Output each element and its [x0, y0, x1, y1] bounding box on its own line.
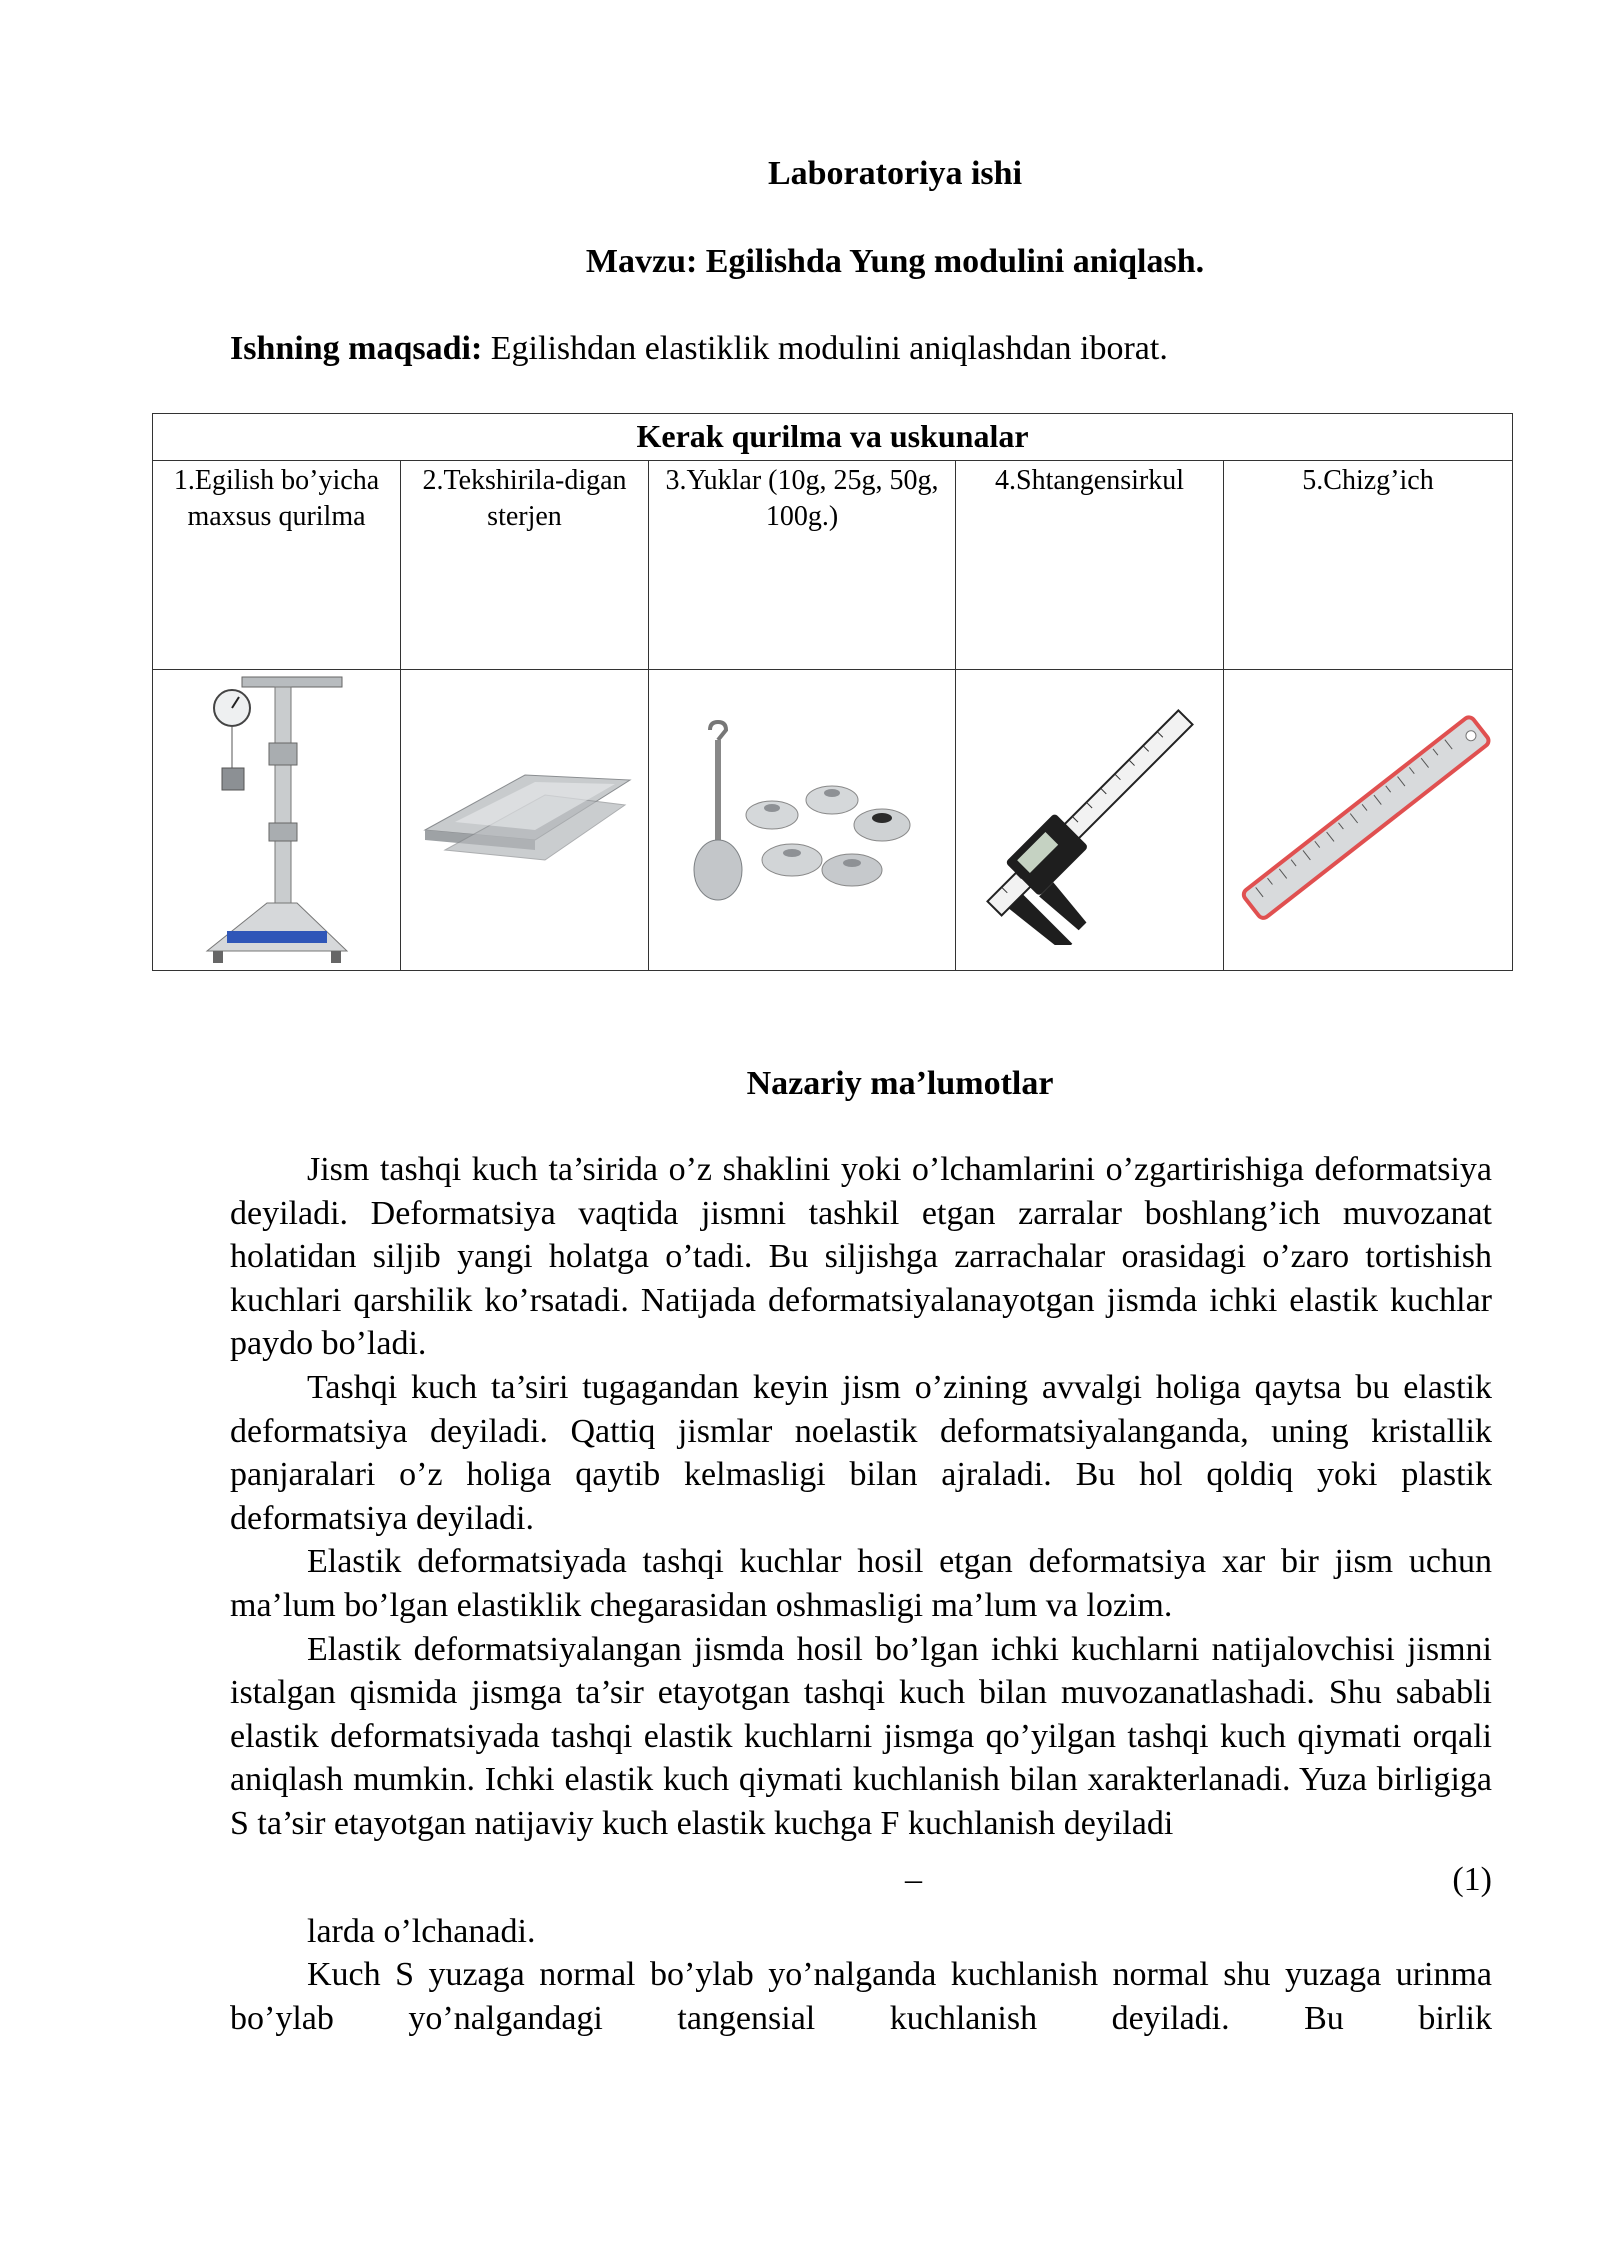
theory-paragraph-2: Tashqi kuch ta’siri tugagandan keyin jism o’zining avvalgi holiga qaytsa bu elastik deformatsiya deyiladi. Qattiq jismlar noelastik deformatsiyalanganda, uning kristallik panjaralari o’z holiga qaytib kelmasligi bilan ajraladi. Bu hol qoldiq yoki plastik deformatsiya deyiladi. — [230, 1368, 1492, 1537]
equipment-image-cell-5 — [1224, 670, 1513, 971]
theory-title: Nazariy ma’lumotlar — [746, 1065, 1054, 1102]
weights-icon — [682, 720, 922, 920]
theory-paragraph-last: Kuch S yuzaga normal bo’ylab yo’nalganda kuchlanish normal shu yuzaga urinma bo’ylab yo’nalgandagi tangensial kuchlanish deyiladi. Bu birlik — [230, 1956, 1492, 2037]
metal-plate-icon — [415, 760, 635, 880]
equipment-label-4: 4.Shtangensirkul — [956, 461, 1224, 670]
formula-dash: – — [905, 1860, 922, 1898]
theory-paragraph-4: Elastik deformatsiyalangan jismda hosil bo’lgan ichki kuchlarni natijalovchisi jismni istalgan qismida jismga ta’sir etayotgan tashqi kuch bilan muvozanatlashadi. Shu sababli elastik deformatsiyada tashqi elastik kuchlarni jismga qo’yilgan tashqi kuch qiymati orqali aniqlash mumkin. Ichki elastik kuch qiymati kuchlanish bilan xarakterlanadi. Yuza birligiga S ta’sir etayotgan natijaviy kuch elastik kuchga F kuchlanish deyiladi — [230, 1630, 1492, 1842]
theory-paragraph-3: Elastik deformatsiyada tashqi kuchlar hosil etgan deformatsiya xar bir jism uchun ma’lum bo’lgan elastiklik chegarasidan oshmasligi ma’lum va lozim. — [230, 1543, 1492, 1624]
lab-topic: Mavzu: Egilishda Yung modulini aniqlash. — [585, 243, 1205, 280]
equipment-image-cell-1 — [153, 670, 401, 971]
formula-number: (1) — [1452, 1860, 1492, 1898]
lab-title: Laboratoriya ishi — [767, 155, 1023, 192]
after-formula-text: larda o’lchanadi. — [307, 1912, 536, 1950]
lab-goal — [230, 330, 1168, 368]
equipment-label-5: 5.Chizg’ich — [1224, 461, 1513, 670]
caliper-icon — [960, 695, 1220, 945]
theory-paragraph-1: Jism tashqi kuch ta’sirida o’z shaklini yoki o’lchamlarini o’zgartirishiga deformatsiya deyiladi. Deformatsiya vaqtida jismni tashkil etgan zarralar boshlang’ich muvozanat holatidan siljib yangi holatga o’tadi. Bu siljishga zarrachalar orasidagi o’zaro tortishish kuchlari qarshilik ko’rsatadi. Natijada deformatsiyalanayotgan jismda ichki elastik kuchlar paydo bo’ladi. — [230, 1151, 1492, 1363]
theory-body — [230, 1148, 1492, 2040]
equipment-label-2: 2.Tekshirila-digan sterjen — [401, 461, 649, 670]
formula-line — [230, 1858, 1492, 1910]
equipment-image-cell-2 — [401, 670, 649, 971]
goal-label: Ishning maqsadi: — [230, 330, 483, 367]
equipment-image-cell-4 — [956, 670, 1224, 971]
goal-text: Egilishdan elastiklik modulini aniqlashdan iborat. — [482, 330, 1168, 367]
equipment-label-3: 3.Yuklar (10g, 25g, 50g, 100g.) — [649, 461, 956, 670]
equipment-heading: Kerak qurilma va uskunalar — [153, 414, 1513, 461]
equipment-image-cell-3 — [649, 670, 956, 971]
bending-device-icon — [187, 673, 367, 968]
equipment-label-1: 1.Egilish bo’yicha maxsus qurilma — [153, 461, 401, 670]
equipment-table — [152, 413, 1513, 971]
ruler-icon — [1233, 700, 1503, 940]
